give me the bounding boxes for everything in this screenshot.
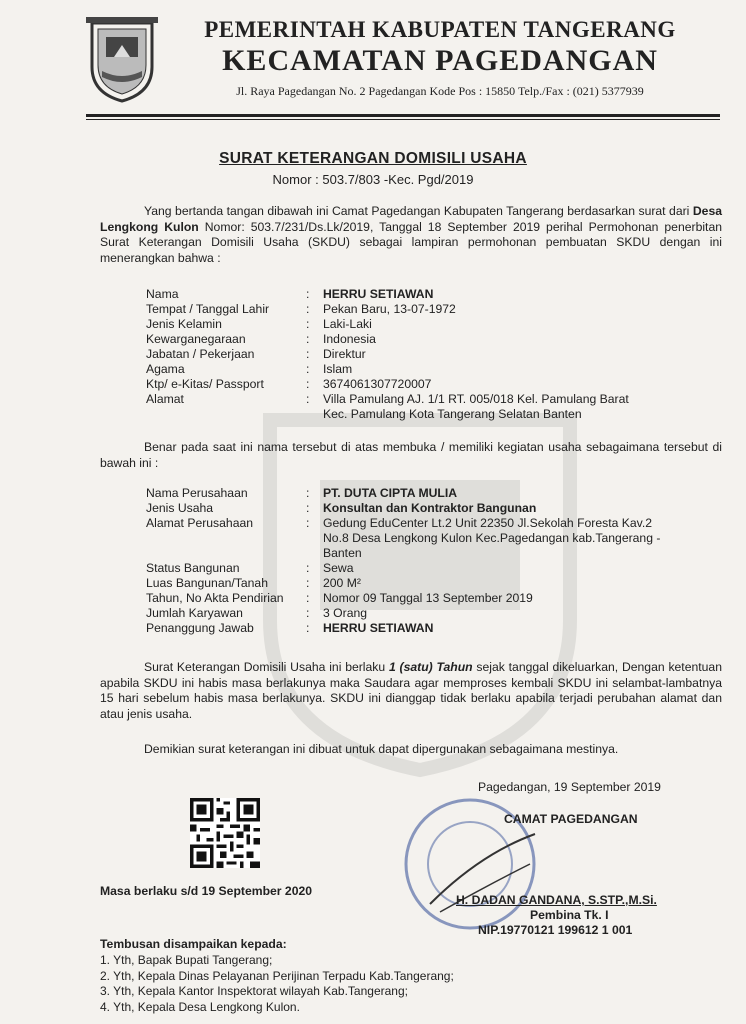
row-label: Status Bangunan: [146, 561, 240, 575]
company-address-line1: Gedung EduCenter Lt.2 Unit 22350 Jl.Sekolah Foresta Kav.2: [323, 516, 653, 530]
row-value: Indonesia: [323, 332, 376, 346]
row-value: 3 Orang: [323, 606, 368, 620]
row-colon: :: [306, 561, 310, 575]
cc-item: 4. Yth, Kepala Desa Lengkong Kulon.: [100, 999, 300, 1014]
validity-paragraph: [100, 660, 722, 722]
row-colon: :: [306, 347, 310, 361]
row-label: Tempat / Tanggal Lahir: [146, 302, 270, 316]
cc-item: 2. Yth, Kepala Dinas Pelayanan Perijinan Terpadu Kab.Tangerang;: [100, 968, 454, 983]
intro-paragraph: [100, 204, 722, 266]
intro-text-rest: Nomor: 503.7/231/Ds.Lk/2019, Tanggal 18 September 2019 perihal Permohonan penerbitan Surat Keterangan Domisili Usaha (SKDU) sebagai lampiran permohonan pembuatan SKDU dengan ini menerangkan bahwa :: [100, 219, 723, 265]
document-number: Nomor : 503.7/803 -Kec. Pgd/2019: [272, 172, 474, 187]
company-address-line3: Banten: [323, 546, 362, 560]
person-row: [146, 332, 726, 347]
person-row: [146, 392, 726, 422]
row-label: Alamat Perusahaan: [146, 516, 254, 530]
row-label: Jenis Kelamin: [146, 317, 222, 331]
document-title: SURAT KETERANGAN DOMISILI USAHA: [219, 150, 527, 167]
row-value: 3674061307720007: [323, 377, 432, 391]
validity-duration: 1 (satu) Tahun: [388, 660, 473, 674]
place-date: Pagedangan, 19 September 2019: [478, 780, 661, 794]
row-colon: :: [306, 606, 310, 620]
letterhead-address: Jl. Raya Pagedangan No. 2 Pagedangan Kode Pos : 15850 Telp./Fax : (021) 5377939: [236, 84, 644, 98]
row-label: Kewarganegaraan: [146, 332, 246, 346]
regency-emblem-icon: [86, 15, 158, 103]
person-table: [146, 287, 726, 422]
row-colon: :: [306, 392, 310, 406]
row-value: HERRU SETIAWAN: [323, 621, 434, 635]
intro-text: Yang bertanda tangan dibawah ini Camat Pagedangan Kabupaten Tangerang berdasarkan surat dari: [144, 204, 690, 218]
validity-text: Surat Keterangan Domisili Usaha ini berlaku: [144, 660, 386, 674]
row-colon: :: [306, 302, 310, 316]
address-line2: Kec. Pamulang Kota Tangerang Selatan Banten: [323, 407, 582, 421]
company-row: [146, 486, 726, 501]
row-label: Penanggung Jawab: [146, 621, 254, 635]
row-value: PT. DUTA CIPTA MULIA: [323, 486, 458, 500]
company-row: [146, 501, 726, 516]
row-value: HERRU SETIAWAN: [323, 287, 434, 301]
row-label: Jenis Usaha: [146, 501, 214, 515]
row-value: Nomor 09 Tanggal 13 September 2019: [323, 591, 533, 605]
row-label: Nama Perusahaan: [146, 486, 248, 500]
row-colon: :: [306, 287, 310, 301]
cc-heading: Tembusan disampaikan kepada:: [100, 937, 287, 951]
closing-paragraph: Demikian surat keterangan ini dibuat untuk dapat dipergunakan sebagaimana mestinya.: [144, 742, 619, 756]
row-colon: :: [306, 317, 310, 331]
row-colon: :: [306, 501, 310, 515]
person-row: [146, 362, 726, 377]
row-value: Pekan Baru, 13-07-1972: [323, 302, 456, 316]
row-label: Tahun, No Akta Pendirian: [146, 591, 284, 605]
person-row: [146, 287, 726, 302]
row-value: Islam: [323, 362, 353, 376]
person-row: [146, 317, 726, 332]
row-label: Jumlah Karyawan: [146, 606, 243, 620]
letterhead: [160, 16, 720, 100]
signatory-nip: NIP.19770121 199612 1 001: [478, 923, 633, 937]
row-label: Luas Bangunan/Tanah: [146, 576, 268, 590]
header-rule-thin: [86, 119, 720, 120]
row-value: [323, 392, 726, 422]
company-address-line2: No.8 Desa Lengkong Kulon Kec.Pagedangan kab.Tangerang -: [323, 531, 661, 545]
row-label: Agama: [146, 362, 185, 376]
row-label: Ktp/ e-Kitas/ Passport: [146, 377, 264, 391]
middle-paragraph: Benar pada saat ini nama tersebut di atas membuka / memiliki kegiatan usaha sebagaimana tersebut di bawah ini :: [100, 440, 722, 470]
row-value: Konsultan dan Kontraktor Bangunan: [323, 501, 537, 515]
person-row: [146, 377, 726, 392]
row-label: Alamat: [146, 392, 184, 406]
company-row: [146, 606, 726, 621]
row-value: [323, 516, 726, 561]
row-colon: :: [306, 377, 310, 391]
row-colon: :: [306, 576, 310, 590]
row-colon: :: [306, 516, 310, 530]
row-value: 200 M²: [323, 576, 361, 590]
signatory-title: CAMAT PAGEDANGAN: [504, 812, 638, 826]
company-row: [146, 591, 726, 606]
cc-item: 3. Yth, Kepala Kantor Inspektorat wilayah Kab.Tangerang;: [100, 984, 408, 998]
row-colon: :: [306, 362, 310, 376]
letterhead-line1: PEMERINTAH KABUPATEN TANGERANG: [204, 17, 676, 42]
cc-item: 1. Yth, Bapak Bupati Tangerang;: [100, 953, 273, 967]
company-row: [146, 516, 726, 561]
address-line1: Villa Pamulang AJ. 1/1 RT. 005/018 Kel. Pamulang Barat: [323, 392, 629, 406]
row-colon: :: [306, 486, 310, 500]
company-row: [146, 576, 726, 591]
row-label: Nama: [146, 287, 179, 301]
company-table: [146, 486, 726, 636]
cc-list: [100, 953, 454, 1015]
person-row: [146, 347, 726, 362]
person-row: [146, 302, 726, 317]
row-colon: :: [306, 332, 310, 346]
header-rule-thick: [86, 114, 720, 117]
row-value: Direktur: [323, 347, 366, 361]
row-label: Jabatan / Pekerjaan: [146, 347, 255, 361]
row-colon: :: [306, 621, 310, 635]
company-row: [146, 621, 726, 636]
letterhead-line2: KECAMATAN PAGEDANGAN: [222, 44, 658, 77]
company-row: [146, 561, 726, 576]
signatory-rank: Pembina Tk. I: [530, 908, 609, 922]
row-colon: :: [306, 591, 310, 605]
signatory-name: H. DADAN GANDANA, S.STP.,M.Si.: [456, 893, 657, 907]
row-value: Laki-Laki: [323, 317, 372, 331]
intro-village: Desa Lengkong Kulon: [100, 204, 722, 234]
validity-until: Masa berlaku s/d 19 September 2020: [100, 884, 313, 898]
validity-text-rest: sejak tanggal dikeluarkan, Dengan ketentuan apabila SKDU ini habis masa berlakunya maka Saudara agar memproses kembali SKDU ini selambat-lambatnya 15 hari sebelum habis masa berlakunya. SKDU ini dianggap tidak berlaku apabila terjadi perubahan alamat dan atau jenis usaha.: [100, 660, 722, 721]
qr-code-icon: [190, 798, 260, 868]
row-value: Sewa: [323, 561, 354, 575]
